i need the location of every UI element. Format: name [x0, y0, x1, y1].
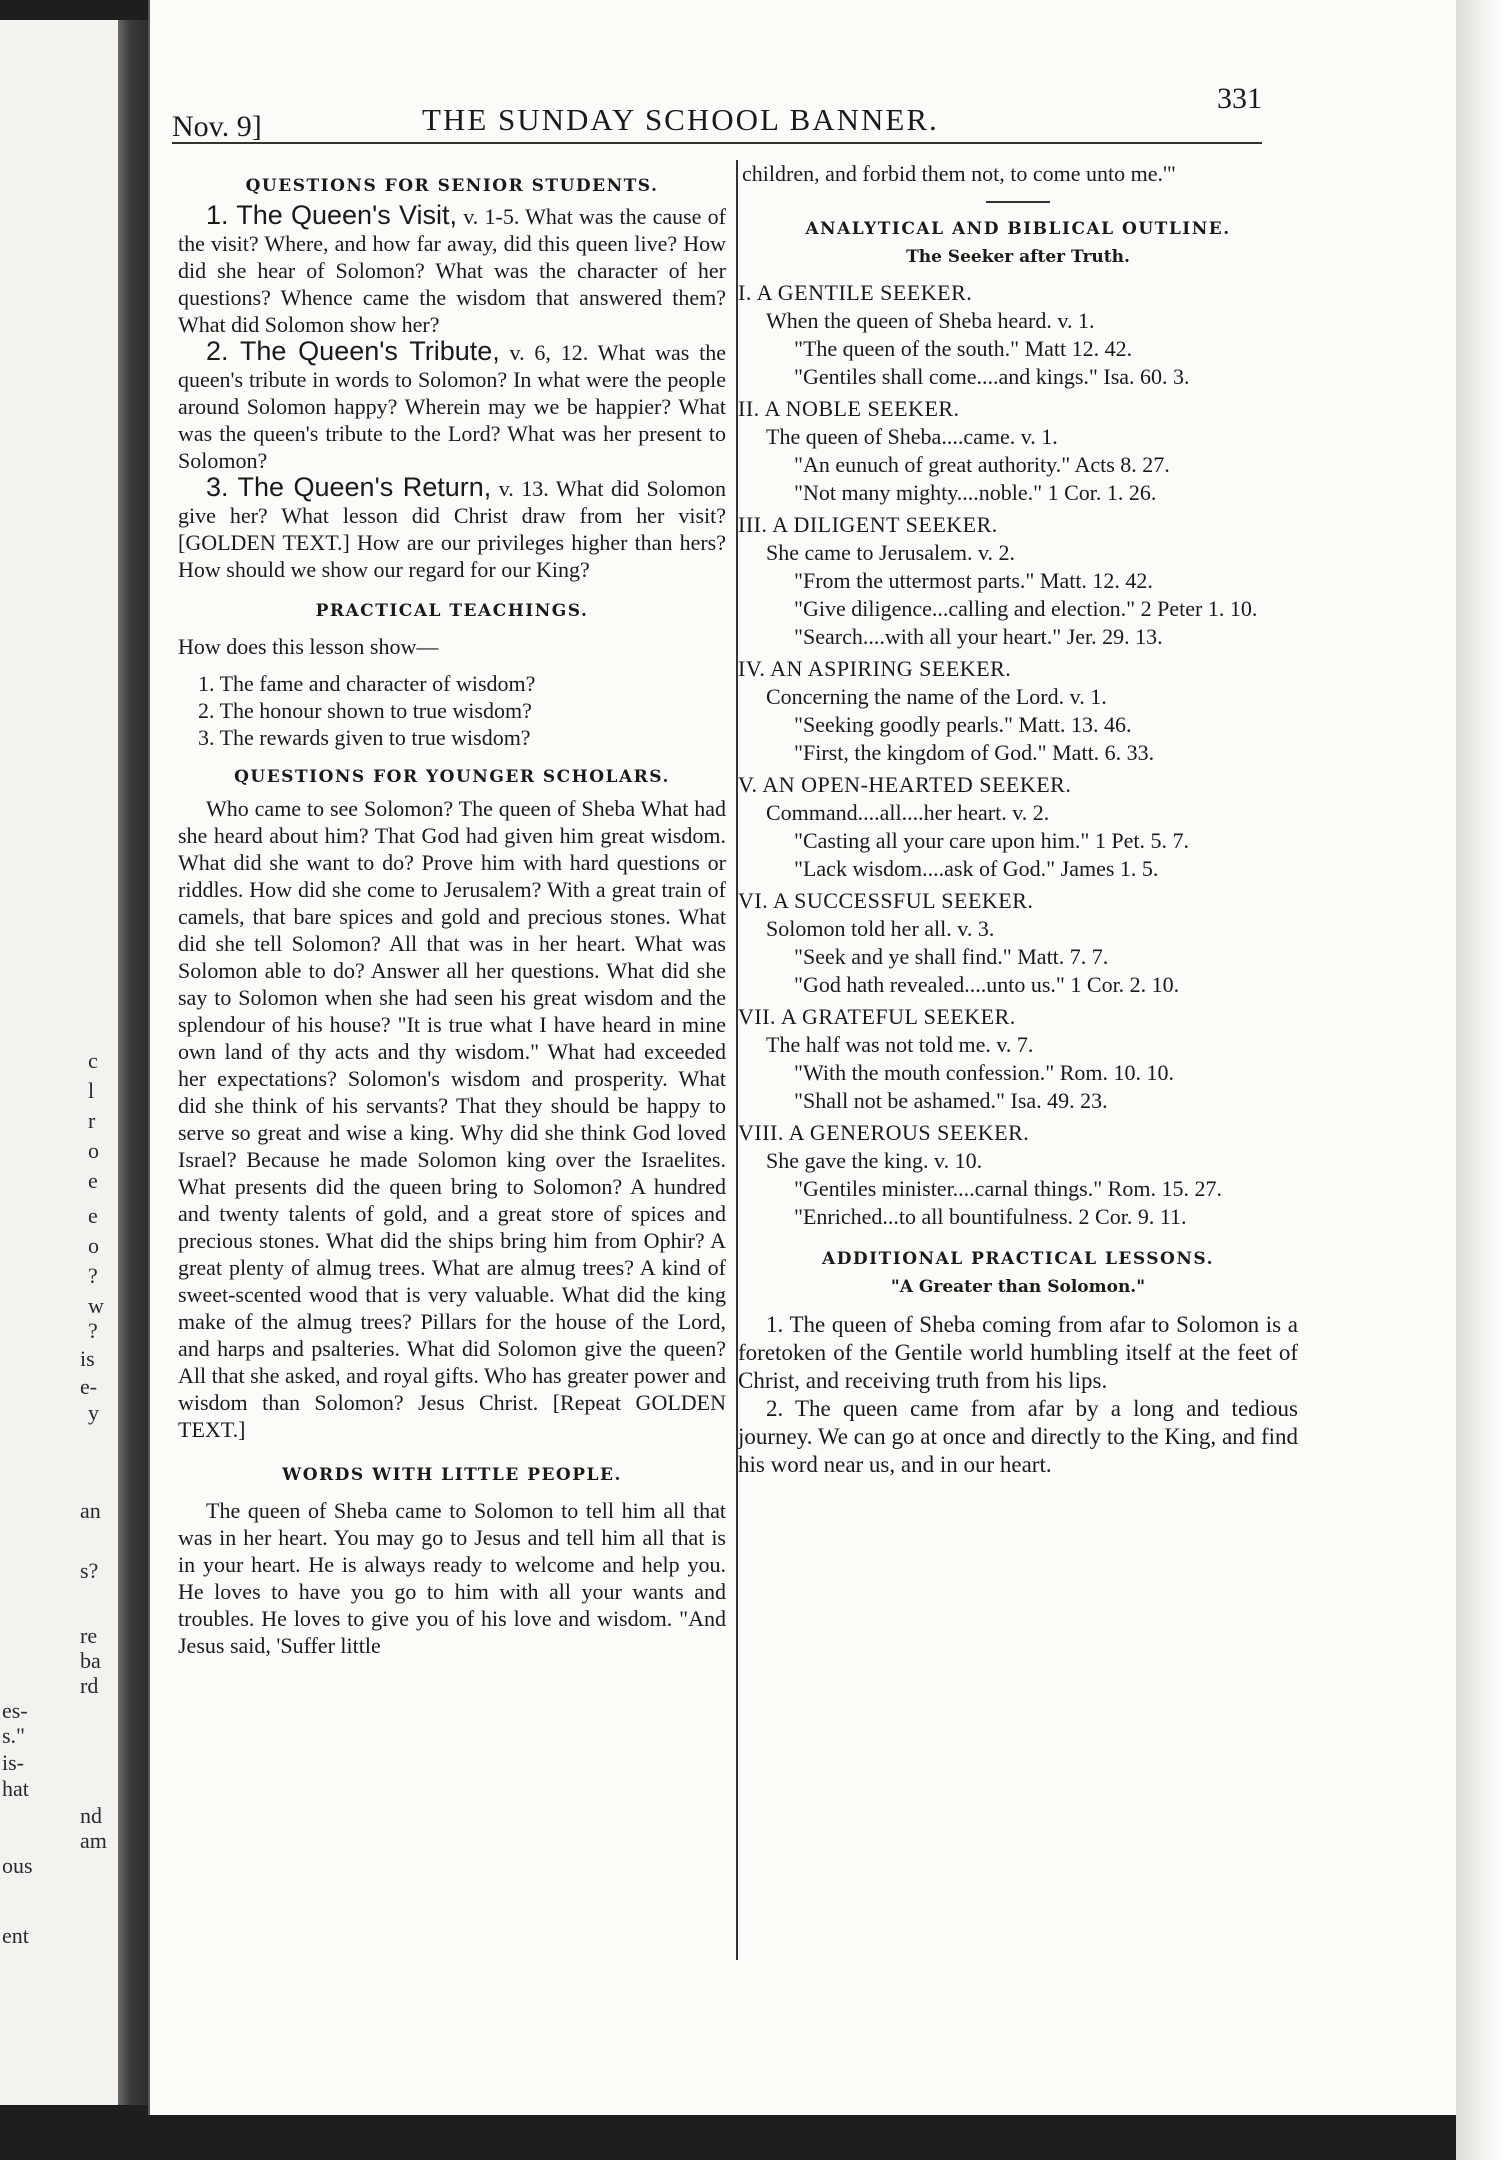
- younger-scholars-heading: QUESTIONS FOR YOUNGER SCHOLARS.: [234, 767, 670, 787]
- practical-list: [178, 670, 726, 751]
- q1-title: 1. The Queen's Visit,: [206, 200, 457, 230]
- outline-section: [738, 887, 1298, 999]
- lesson-1: 1. The queen of Sheba coming from afar to Solomon is a foretoken of the Gentile world humbling itself at the feet of Christ, and receiving truth from his lips.: [738, 1312, 1298, 1393]
- prev-page-text-fragment: s.": [2, 1723, 26, 1748]
- scripture-reference: "Lack wisdom....ask of God." James 1. 5.: [794, 856, 1159, 881]
- outline-section-lead: The half was not told me. v. 7.: [766, 1032, 1034, 1057]
- outline-section-heading: VII. A GRATEFUL SEEKER.: [738, 1004, 1016, 1029]
- scripture-reference: "The queen of the south." Matt 12. 42.: [794, 336, 1133, 361]
- previous-page-edge: [0, 20, 120, 2105]
- prev-page-text-fragment: ba: [80, 1648, 101, 1673]
- scripture-reference: "Gentiles minister....carnal things." Rom. 15. 27.: [794, 1176, 1222, 1201]
- outline-section-heading: VIII. A GENEROUS SEEKER.: [738, 1120, 1030, 1145]
- outline-heading: ANALYTICAL AND BIBLICAL OUTLINE.: [805, 219, 1231, 239]
- outline-section-heading: V. AN OPEN-HEARTED SEEKER.: [738, 772, 1072, 797]
- outline-section-lead: Concerning the name of the Lord. v. 1.: [766, 684, 1107, 709]
- prev-page-text-fragment: w: [88, 1293, 104, 1318]
- scripture-reference: "Search....with all your heart." Jer. 29. 13.: [794, 624, 1163, 649]
- additional-lessons-heading: ADDITIONAL PRACTICAL LESSONS.: [822, 1249, 1214, 1269]
- prev-page-text-fragment: re: [80, 1623, 98, 1648]
- outline-section: [738, 771, 1298, 883]
- scripture-reference: "God hath revealed....unto us." 1 Cor. 2. 10.: [794, 972, 1180, 997]
- q3-title: 3. The Queen's Return,: [206, 472, 492, 502]
- q1-text: v. 1-5. What was the cause of the visit? Where, and how far away, did this queen live? How did she hear of Solomon? What was the character of her questions? Whence came the wisdom that answered them? What did Solomon show her?: [178, 204, 726, 337]
- prev-page-text-fragment: s?: [80, 1558, 99, 1583]
- list-item: 1. The fame and character of wisdom?: [198, 671, 536, 696]
- prev-page-text-fragment: rd: [80, 1673, 99, 1698]
- outline-list: [738, 279, 1298, 1231]
- prev-page-text-fragment: an: [80, 1498, 101, 1523]
- outline-section: [738, 279, 1298, 391]
- prev-page-text-fragment: l: [88, 1078, 95, 1103]
- q3-text: v. 13. What did Solomon give her? What lesson did Christ draw from her visit? [GOLDEN TEXT.] How are our privileges higher than hers? How should we show our regard for our King?: [178, 476, 727, 582]
- outline-section-lead: When the queen of Sheba heard. v. 1.: [766, 308, 1095, 333]
- scripture-reference: "An eunuch of great authority." Acts 8. 27.: [794, 452, 1170, 477]
- list-item: 3. The rewards given to true wisdom?: [198, 725, 531, 750]
- outline-section-lead: Solomon told her all. v. 3.: [766, 916, 995, 941]
- question-block-3: [178, 474, 726, 583]
- prev-page-text-fragment: r: [88, 1108, 96, 1133]
- little-people-text: The queen of Sheba came to Solomon to tell him all that was in her heart. You may go to Jesus and tell him all that is in your heart. He is always ready to welcome and help you. He loves to have you go to him with all your wants and troubles. He loves to give you of his love and wisdom. "And Jesus said, 'Suffer little: [178, 1498, 726, 1658]
- left-column: [178, 160, 726, 1659]
- prev-page-text-fragment: is-: [2, 1750, 24, 1775]
- scripture-reference: "First, the kingdom of God." Matt. 6. 33.: [794, 740, 1155, 765]
- outline-section: [738, 655, 1298, 767]
- prev-page-text-fragment: e: [88, 1203, 98, 1228]
- prev-page-text-fragment: ent: [2, 1923, 29, 1948]
- outline-section-heading: I. A GENTILE SEEKER.: [738, 280, 973, 305]
- scripture-reference: "Shall not be ashamed." Isa. 49. 23.: [794, 1088, 1108, 1113]
- prev-page-text-fragment: hat: [2, 1776, 29, 1801]
- page-edge-right: [1456, 0, 1504, 2160]
- outline-section-lead: She gave the king. v. 10.: [766, 1148, 983, 1173]
- practical-teachings-heading: PRACTICAL TEACHINGS.: [315, 601, 589, 621]
- prev-page-text-fragment: y: [88, 1400, 99, 1425]
- senior-questions-heading: QUESTIONS FOR SENIOR STUDENTS.: [245, 176, 659, 196]
- page-number: 331: [1217, 82, 1262, 115]
- prev-page-text-fragment: ?: [88, 1318, 98, 1343]
- prev-page-text-fragment: e-: [80, 1374, 98, 1399]
- list-item: 2. The honour shown to true wisdom?: [198, 698, 532, 723]
- prev-page-text-fragment: ous: [2, 1853, 33, 1878]
- q2-text: v. 6, 12. What was the queen's tribute in words to Solomon? In what were the people around Solomon happy? Wherein may we be happier? What was the queen's tribute to the Lord? What was her present to Solomon?: [178, 340, 727, 473]
- outline-subheading: The Seeker after Truth.: [906, 247, 1130, 267]
- practical-intro: How does this lesson show—: [178, 634, 439, 659]
- header-rule: [172, 142, 1262, 144]
- continued-text: children, and forbid them not, to come unto me.'": [742, 161, 1176, 186]
- prev-page-text-fragment: es-: [2, 1698, 28, 1723]
- scripture-reference: "Seeking goodly pearls." Matt. 13. 46.: [794, 712, 1132, 737]
- scripture-reference: "Seek and ye shall find." Matt. 7. 7.: [794, 944, 1109, 969]
- outline-section: [738, 1003, 1298, 1115]
- outline-section-heading: II. A NOBLE SEEKER.: [738, 396, 960, 421]
- outline-section-lead: The queen of Sheba....came. v. 1.: [766, 424, 1058, 449]
- scripture-reference: "With the mouth confession." Rom. 10. 10.: [794, 1060, 1175, 1085]
- prev-page-text-fragment: nd: [80, 1803, 102, 1828]
- lesson-2: 2. The queen came from afar by a long and tedious journey. We can go at once and directly to the King, and find his word near us, and in our heart.: [738, 1396, 1298, 1477]
- prev-page-text-fragment: e: [88, 1168, 98, 1193]
- younger-scholars-text: Who came to see Solomon? The queen of Sheba What had she heard about him? That God had given him great wisdom. What did she want to do? Prove him with hard questions or riddles. How did she come to Jerusalem? With a great train of camels, that bare spices and gold and precious stones. What did she tell Solomon? All that was in her heart. What was Solomon able to do? Answer all her questions. What did she say to Solomon when she had seen his great wisdom and the splendour of his house? "It is true what I have heard in mine own land of thy acts and thy wisdom." What had exceeded her expectations? Solomon's wisdom and prosperity. What did she think of his servants? That they should be happy to serve so great and wise a king. Why did she think God loved Israel? Because he made Solomon king over the Israelites. What presents did the queen bring to Solomon? A hundred and twenty talents of gold, and a great store of spices and precious stones. What did the ships bring him from Ophir? A great plenty of almug trees. What are almug trees? A kind of sweet-scented wood that is very valuable. What did the king make of the almug trees? Pillars for the house of the Lord, and harps and psalteries. What did Solomon give the queen? All that she asked, and royal gifts. Who has greater power and wisdom than Solomon? Jesus Christ. [Repeat GOLDEN TEXT.]: [178, 796, 726, 1442]
- outline-section: [738, 395, 1298, 507]
- scripture-reference: "From the uttermost parts." Matt. 12. 42.: [794, 568, 1153, 593]
- little-people-heading: WORDS WITH LITTLE PEOPLE.: [282, 1465, 622, 1485]
- prev-page-text-fragment: is: [80, 1346, 95, 1371]
- question-block-1: [178, 202, 726, 338]
- scripture-reference: "Give diligence...calling and election." 2 Peter 1. 10.: [794, 596, 1258, 621]
- q2-title: 2. The Queen's Tribute,: [206, 336, 500, 366]
- prev-page-text-fragment: o: [88, 1138, 99, 1163]
- scripture-reference: "Casting all your care upon him." 1 Pet. 5. 7.: [794, 828, 1189, 853]
- prev-page-text-fragment: ?: [88, 1263, 98, 1288]
- additional-lessons-subheading: "A Greater than Solomon.": [890, 1277, 1146, 1297]
- question-block-2: [178, 338, 726, 474]
- header-title: THE SUNDAY SCHOOL BANNER.: [422, 102, 939, 137]
- scripture-reference: "Not many mighty....noble." 1 Cor. 1. 26.: [794, 480, 1157, 505]
- outline-section-heading: VI. A SUCCESSFUL SEEKER.: [738, 888, 1034, 913]
- outline-section: [738, 511, 1298, 651]
- prev-page-text-fragment: c: [88, 1048, 98, 1073]
- outline-section: [738, 1119, 1298, 1231]
- scripture-reference: "Gentiles shall come....and kings." Isa. 60. 3.: [794, 364, 1190, 389]
- prev-page-text-fragment: am: [80, 1828, 107, 1853]
- right-column: [738, 160, 1298, 1479]
- scripture-reference: "Enriched...to all bountifulness. 2 Cor. 9. 11.: [794, 1204, 1187, 1229]
- prev-page-text-fragment: o: [88, 1233, 99, 1258]
- outline-section-lead: Command....all....her heart. v. 2.: [766, 800, 1050, 825]
- outline-section-heading: III. A DILIGENT SEEKER.: [738, 512, 998, 537]
- section-rule: [986, 201, 1050, 203]
- header-date: Nov. 9]: [172, 110, 262, 143]
- running-header: [172, 82, 1262, 142]
- outline-section-heading: IV. AN ASPIRING SEEKER.: [738, 656, 1012, 681]
- outline-section-lead: She came to Jerusalem. v. 2.: [766, 540, 1016, 565]
- book-spine: [118, 20, 148, 2105]
